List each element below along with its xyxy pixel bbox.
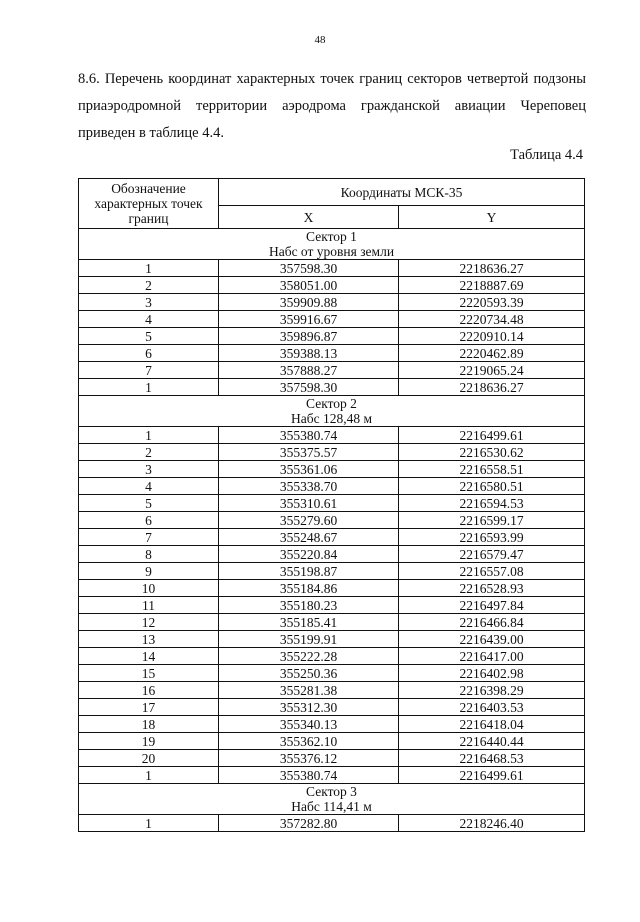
table-row: [79, 597, 585, 614]
table-row: [79, 444, 585, 461]
coord-x-cell: 358051.00: [219, 277, 399, 294]
sector-altitude: Набс от уровня земли: [268, 244, 395, 259]
coord-x-cell: 355220.84: [219, 546, 399, 563]
coord-x-cell: 355281.38: [219, 682, 399, 699]
sector-header-row: [79, 396, 585, 427]
table-row: [79, 665, 585, 682]
point-number-cell: 19: [79, 733, 219, 750]
coord-y-cell: 2216557.08: [399, 563, 585, 580]
table-row: [79, 328, 585, 345]
coord-y-cell: 2220734.48: [399, 311, 585, 328]
coord-y-cell: 2216466.84: [399, 614, 585, 631]
point-number-cell: 7: [79, 362, 219, 379]
table-row: [79, 345, 585, 362]
coord-x-cell: 359896.87: [219, 328, 399, 345]
header-y: Y: [399, 206, 585, 229]
coord-x-cell: 355338.70: [219, 478, 399, 495]
coord-y-cell: 2216558.51: [399, 461, 585, 478]
coord-y-cell: 2218887.69: [399, 277, 585, 294]
coord-y-cell: 2220462.89: [399, 345, 585, 362]
sector-header-cell: [79, 396, 585, 427]
coord-y-cell: 2218246.40: [399, 815, 585, 832]
table-row: [79, 478, 585, 495]
point-number-cell: 10: [79, 580, 219, 597]
coord-x-cell: 355180.23: [219, 597, 399, 614]
coord-x-cell: 355310.61: [219, 495, 399, 512]
point-number-cell: 3: [79, 461, 219, 478]
coord-y-cell: 2216439.00: [399, 631, 585, 648]
header-x: X: [219, 206, 399, 229]
point-number-cell: 9: [79, 563, 219, 580]
point-number-cell: 1: [79, 260, 219, 277]
point-number-cell: 1: [79, 815, 219, 832]
table-row: [79, 427, 585, 444]
table-row: [79, 614, 585, 631]
coord-y-cell: 2216599.17: [399, 512, 585, 529]
page-number: 48: [314, 34, 326, 46]
coord-y-cell: 2216580.51: [399, 478, 585, 495]
table-row: [79, 631, 585, 648]
table-row: [79, 682, 585, 699]
coord-x-cell: 355198.87: [219, 563, 399, 580]
coord-y-cell: 2220910.14: [399, 328, 585, 345]
sector-header-cell: [79, 229, 585, 260]
table-row: [79, 546, 585, 563]
coord-y-cell: 2216417.00: [399, 648, 585, 665]
table-row: [79, 512, 585, 529]
point-number-cell: 2: [79, 277, 219, 294]
point-number-cell: 17: [79, 699, 219, 716]
table-row: [79, 733, 585, 750]
sector-title: Сектор 1: [306, 229, 357, 244]
table-row: [79, 750, 585, 767]
sector-header-row: [79, 229, 585, 260]
coord-x-cell: 355380.74: [219, 427, 399, 444]
coord-y-cell: 2218636.27: [399, 260, 585, 277]
coord-x-cell: 355376.12: [219, 750, 399, 767]
table-row: [79, 260, 585, 277]
point-number-cell: 20: [79, 750, 219, 767]
point-number-cell: 7: [79, 529, 219, 546]
coord-x-cell: 355380.74: [219, 767, 399, 784]
coord-x-cell: 357282.80: [219, 815, 399, 832]
table-row: [79, 580, 585, 597]
point-number-cell: 3: [79, 294, 219, 311]
point-number-cell: 6: [79, 512, 219, 529]
table-row: [79, 648, 585, 665]
coord-x-cell: 355375.57: [219, 444, 399, 461]
point-number-cell: 13: [79, 631, 219, 648]
coord-x-cell: 355361.06: [219, 461, 399, 478]
coord-x-cell: 355340.13: [219, 716, 399, 733]
header-coordinates: Координаты МСК-35: [219, 179, 585, 206]
table-row: [79, 461, 585, 478]
sector-header-cell: [79, 784, 585, 815]
coordinates-table: [78, 178, 585, 832]
point-number-cell: 4: [79, 478, 219, 495]
table-row: [79, 767, 585, 784]
point-number-cell: 8: [79, 546, 219, 563]
coord-x-cell: 355222.28: [219, 648, 399, 665]
coord-y-cell: 2216528.93: [399, 580, 585, 597]
sector-header-row: [79, 784, 585, 815]
coord-y-cell: 2216499.61: [399, 427, 585, 444]
coord-y-cell: 2216497.84: [399, 597, 585, 614]
coord-x-cell: 355250.36: [219, 665, 399, 682]
coord-x-cell: 355248.67: [219, 529, 399, 546]
coord-y-cell: 2216579.47: [399, 546, 585, 563]
coord-y-cell: 2216594.53: [399, 495, 585, 512]
coord-x-cell: 359916.67: [219, 311, 399, 328]
table-caption: Таблица 4.4: [510, 147, 583, 163]
coord-x-cell: 355185.41: [219, 614, 399, 631]
point-number-cell: 2: [79, 444, 219, 461]
table-row: [79, 311, 585, 328]
point-number-cell: 5: [79, 328, 219, 345]
table-row: [79, 699, 585, 716]
point-number-cell: 1: [79, 379, 219, 396]
coord-y-cell: 2216530.62: [399, 444, 585, 461]
table-row: [79, 716, 585, 733]
table-row: [79, 495, 585, 512]
table-body: [79, 229, 585, 832]
coord-y-cell: 2216440.44: [399, 733, 585, 750]
coord-x-cell: 357888.27: [219, 362, 399, 379]
point-number-cell: 14: [79, 648, 219, 665]
table-row: [79, 379, 585, 396]
table-row: [79, 294, 585, 311]
coord-x-cell: 357598.30: [219, 260, 399, 277]
sector-title: Сектор 3: [306, 784, 357, 799]
table-row: [79, 815, 585, 832]
point-number-cell: 1: [79, 427, 219, 444]
sector-title: Сектор 2: [306, 396, 357, 411]
coord-y-cell: 2216593.99: [399, 529, 585, 546]
coord-y-cell: 2219065.24: [399, 362, 585, 379]
coord-y-cell: 2216402.98: [399, 665, 585, 682]
point-number-cell: 16: [79, 682, 219, 699]
coord-y-cell: 2216468.53: [399, 750, 585, 767]
header-point-designation: Обозначение характерных точек границ: [79, 179, 219, 229]
coord-x-cell: 355279.60: [219, 512, 399, 529]
coord-y-cell: 2216398.29: [399, 682, 585, 699]
coord-x-cell: 355184.86: [219, 580, 399, 597]
sector-altitude: Набс 114,41 м: [291, 799, 372, 814]
point-number-cell: 11: [79, 597, 219, 614]
coord-x-cell: 359388.13: [219, 345, 399, 362]
table-row: [79, 362, 585, 379]
coord-y-cell: 2218636.27: [399, 379, 585, 396]
sector-altitude: Набс 128,48 м: [290, 411, 373, 426]
coord-y-cell: 2216418.04: [399, 716, 585, 733]
point-number-cell: 4: [79, 311, 219, 328]
point-number-cell: 18: [79, 716, 219, 733]
table-row: [79, 529, 585, 546]
table-row: [79, 277, 585, 294]
coord-x-cell: 355362.10: [219, 733, 399, 750]
coord-x-cell: 359909.88: [219, 294, 399, 311]
point-number-cell: 6: [79, 345, 219, 362]
coord-y-cell: 2216403.53: [399, 699, 585, 716]
coord-x-cell: 355312.30: [219, 699, 399, 716]
coord-x-cell: 357598.30: [219, 379, 399, 396]
point-number-cell: 12: [79, 614, 219, 631]
point-number-cell: 5: [79, 495, 219, 512]
coord-x-cell: 355199.91: [219, 631, 399, 648]
coord-y-cell: 2220593.39: [399, 294, 585, 311]
intro-paragraph: 8.6. Перечень координат характерных точек границ секторов четвертой подзоны приаэродромной территории аэродрома гражданской авиации Череповец приведен в таблице 4.4.: [78, 71, 586, 141]
coord-y-cell: 2216499.61: [399, 767, 585, 784]
point-number-cell: 15: [79, 665, 219, 682]
point-number-cell: 1: [79, 767, 219, 784]
table-row: [79, 563, 585, 580]
